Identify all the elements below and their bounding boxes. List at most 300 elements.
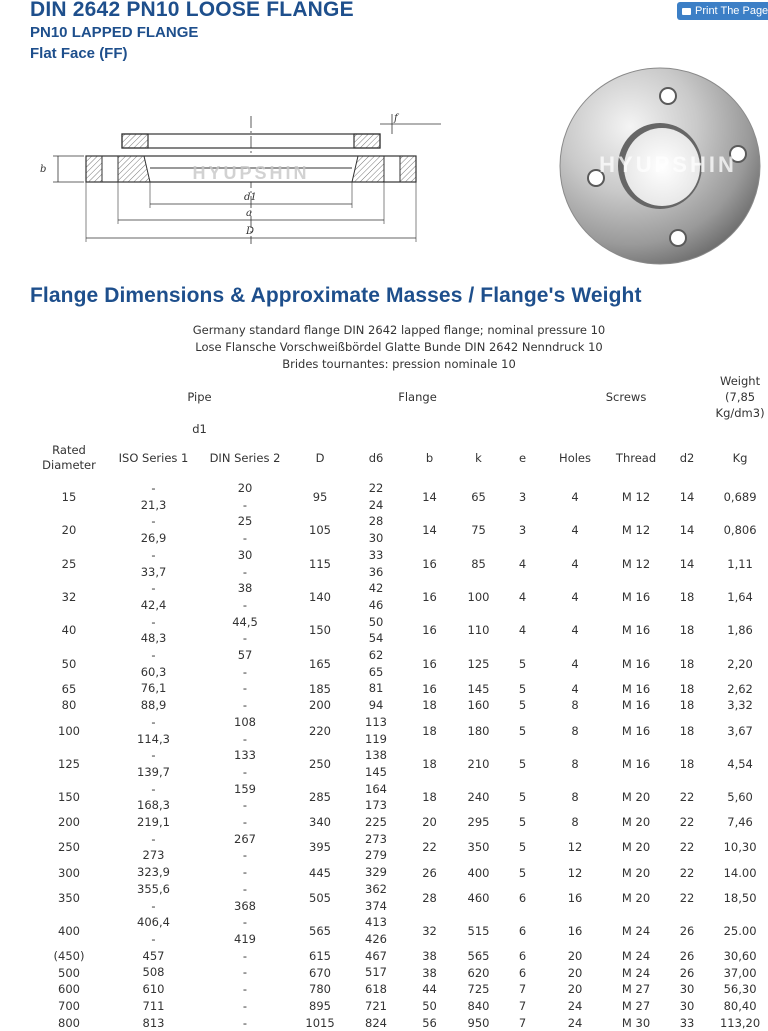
cell-d6-line: 426 — [349, 931, 403, 948]
cell-b: 38 — [403, 964, 456, 981]
cell-k: 400 — [456, 864, 501, 881]
cell-thread: M 16 — [606, 647, 666, 680]
cell-d6-line: 42 — [349, 580, 403, 597]
cell-d6 — [349, 964, 403, 981]
cell-b: 56 — [403, 1015, 456, 1031]
cell-rated: 80 — [30, 697, 108, 714]
cell-e: 6 — [501, 964, 544, 981]
cell-d6-line: 273 — [349, 831, 403, 848]
cell-b: 14 — [403, 513, 456, 546]
cell-kg: 1,86 — [708, 614, 768, 647]
col-d6: d6 — [349, 436, 403, 480]
cell-din — [199, 864, 291, 881]
col-b: b — [403, 436, 456, 480]
cell-holes: 20 — [544, 948, 606, 965]
cell-iso-line: - — [108, 647, 199, 664]
cell-kg: 3,67 — [708, 714, 768, 747]
cell-d6-line: 467 — [349, 948, 403, 965]
cell-d6 — [349, 998, 403, 1015]
cell-din-line: 159 — [199, 781, 291, 798]
cell-thread: M 16 — [606, 580, 666, 613]
group-pipe: Pipe — [108, 372, 291, 422]
print-page-label: Print The Page — [695, 5, 768, 17]
table-row — [30, 714, 768, 747]
cell-D: 445 — [291, 864, 349, 881]
cell-din-line: - — [199, 497, 291, 514]
cell-D: 115 — [291, 547, 349, 580]
cell-d2: 14 — [666, 547, 708, 580]
cell-iso — [108, 964, 199, 981]
cell-din-line: - — [199, 998, 291, 1015]
cell-kg: 18,50 — [708, 881, 768, 914]
cell-din-line: - — [199, 564, 291, 581]
cell-d2: 18 — [666, 647, 708, 680]
cell-din — [199, 948, 291, 965]
col-iso: ISO Series 1 — [108, 436, 199, 480]
cell-k: 145 — [456, 680, 501, 697]
table-row — [30, 981, 768, 998]
cell-din — [199, 697, 291, 714]
table-row — [30, 881, 768, 914]
cell-iso-line: 355,6 — [108, 881, 199, 898]
cell-d6-line: 81 — [349, 680, 403, 697]
cell-kg: 10,30 — [708, 831, 768, 864]
cell-b: 16 — [403, 580, 456, 613]
cell-thread: M 24 — [606, 964, 666, 981]
cell-e: 5 — [501, 814, 544, 831]
cell-d6 — [349, 814, 403, 831]
table-row — [30, 1015, 768, 1031]
cell-d2: 22 — [666, 881, 708, 914]
group-screws: Screws — [544, 372, 708, 422]
cell-thread: M 20 — [606, 864, 666, 881]
cell-thread: M 12 — [606, 547, 666, 580]
empty-cell — [291, 422, 768, 436]
cell-rated: (450) — [30, 948, 108, 965]
cell-k: 350 — [456, 831, 501, 864]
page-title: DIN 2642 PN10 LOOSE FLANGE — [30, 0, 354, 22]
cell-din — [199, 614, 291, 647]
cell-thread: M 24 — [606, 914, 666, 947]
cell-thread: M 16 — [606, 697, 666, 714]
cell-holes: 12 — [544, 864, 606, 881]
cell-holes: 4 — [544, 480, 606, 513]
cell-d6-line: 721 — [349, 998, 403, 1015]
cell-holes: 4 — [544, 614, 606, 647]
cell-d2: 18 — [666, 580, 708, 613]
cell-b: 16 — [403, 647, 456, 680]
cell-b: 44 — [403, 981, 456, 998]
cell-d6-line: 145 — [349, 764, 403, 781]
cell-thread: M 30 — [606, 1015, 666, 1031]
table-row — [30, 864, 768, 881]
cell-rated: 32 — [30, 580, 108, 613]
col-thread: Thread — [606, 436, 666, 480]
cell-holes: 4 — [544, 647, 606, 680]
intro-line-de: Lose Flansche Vorschweißbördel Glatte Bunde DIN 2642 Nenndruck 10 — [0, 339, 768, 356]
cell-d6 — [349, 781, 403, 814]
table-row — [30, 580, 768, 613]
cell-k: 240 — [456, 781, 501, 814]
cell-kg: 2,20 — [708, 647, 768, 680]
cell-rated: 200 — [30, 814, 108, 831]
cell-iso-line: - — [108, 614, 199, 631]
cell-d2: 26 — [666, 948, 708, 965]
cell-iso-line: - — [108, 513, 199, 530]
cell-d6 — [349, 580, 403, 613]
table-row — [30, 513, 768, 546]
cell-d2: 30 — [666, 981, 708, 998]
cell-din — [199, 547, 291, 580]
cell-d6-line: 33 — [349, 547, 403, 564]
cell-e: 5 — [501, 647, 544, 680]
cell-kg: 7,46 — [708, 814, 768, 831]
drawing-watermark: HYUPSHIN — [192, 163, 309, 183]
cell-D: 250 — [291, 747, 349, 780]
cell-k: 950 — [456, 1015, 501, 1031]
label-f: f — [393, 113, 400, 124]
cell-iso-line: 406,4 — [108, 914, 199, 931]
cell-d2: 14 — [666, 513, 708, 546]
cell-d6-line: 119 — [349, 731, 403, 748]
cell-din-line: - — [199, 948, 291, 965]
cell-rated: 250 — [30, 831, 108, 864]
col-D: D — [291, 436, 349, 480]
cell-iso-line: 168,3 — [108, 797, 199, 814]
cell-din-line: 30 — [199, 547, 291, 564]
cell-d2: 22 — [666, 864, 708, 881]
d1-label: d1 — [108, 422, 291, 436]
cell-d6 — [349, 647, 403, 680]
cell-iso — [108, 781, 199, 814]
cell-iso — [108, 614, 199, 647]
cell-d6-line: 329 — [349, 864, 403, 881]
cell-k: 65 — [456, 480, 501, 513]
cell-iso-line: 273 — [108, 847, 199, 864]
cell-iso — [108, 647, 199, 680]
cell-din-line: - — [199, 864, 291, 881]
cell-din-line: - — [199, 597, 291, 614]
cell-D: 505 — [291, 881, 349, 914]
cell-d6-line: 164 — [349, 781, 403, 798]
table-row — [30, 480, 768, 513]
empty-cell — [30, 372, 108, 422]
group-weight: Weight (7,85 Kg/dm3) — [708, 372, 768, 422]
cell-d6 — [349, 547, 403, 580]
cell-b: 38 — [403, 948, 456, 965]
cell-d6-line: 362 — [349, 881, 403, 898]
cell-d6 — [349, 948, 403, 965]
cell-thread: M 16 — [606, 747, 666, 780]
col-din: DIN Series 2 — [199, 436, 291, 480]
cell-k: 620 — [456, 964, 501, 981]
cell-e: 6 — [501, 881, 544, 914]
cell-d2: 18 — [666, 697, 708, 714]
cell-kg: 30,60 — [708, 948, 768, 965]
cell-holes: 16 — [544, 914, 606, 947]
label-d1: d1 — [244, 192, 257, 203]
cell-din-line: 44,5 — [199, 614, 291, 631]
cell-rated: 700 — [30, 998, 108, 1015]
cell-D: 670 — [291, 964, 349, 981]
cell-thread: M 12 — [606, 480, 666, 513]
cell-k: 295 — [456, 814, 501, 831]
cell-d2: 18 — [666, 614, 708, 647]
cell-e: 6 — [501, 948, 544, 965]
cell-iso — [108, 547, 199, 580]
cell-thread: M 20 — [606, 831, 666, 864]
cell-d6 — [349, 981, 403, 998]
cell-din — [199, 831, 291, 864]
cell-iso-line: - — [108, 547, 199, 564]
intro-text — [0, 322, 768, 373]
cell-iso-line: 610 — [108, 981, 199, 998]
cell-iso-line: 508 — [108, 964, 199, 981]
cell-rated: 50 — [30, 647, 108, 680]
cell-iso-line: - — [108, 580, 199, 597]
table-row — [30, 998, 768, 1015]
cell-iso-line: 711 — [108, 998, 199, 1015]
cell-D: 615 — [291, 948, 349, 965]
cell-din — [199, 747, 291, 780]
cell-din — [199, 647, 291, 680]
cell-d6 — [349, 747, 403, 780]
cell-d6-line: 138 — [349, 747, 403, 764]
cell-D: 780 — [291, 981, 349, 998]
cell-iso-line: 813 — [108, 1015, 199, 1031]
cell-d6-line: 46 — [349, 597, 403, 614]
cell-thread: M 20 — [606, 881, 666, 914]
cell-k: 725 — [456, 981, 501, 998]
cell-e: 5 — [501, 680, 544, 697]
cell-d6-line: 413 — [349, 914, 403, 931]
table-row — [30, 914, 768, 947]
cell-din — [199, 981, 291, 998]
cell-k: 180 — [456, 714, 501, 747]
cell-e: 5 — [501, 781, 544, 814]
cell-iso-line: - — [108, 781, 199, 798]
cell-b: 18 — [403, 781, 456, 814]
table-row — [30, 964, 768, 981]
cell-d6-line: 113 — [349, 714, 403, 731]
intro-line-de-en: Germany standard flange DIN 2642 lapped flange; nominal pressure 10 — [0, 322, 768, 339]
cell-din-line: - — [199, 530, 291, 547]
cell-d6-line: 225 — [349, 814, 403, 831]
col-kg: Kg — [708, 436, 768, 480]
cell-e: 7 — [501, 998, 544, 1015]
cell-iso — [108, 580, 199, 613]
cell-iso-line: 139,7 — [108, 764, 199, 781]
cell-d6-line: 54 — [349, 630, 403, 647]
cell-iso — [108, 981, 199, 998]
cell-kg: 4,54 — [708, 747, 768, 780]
cell-kg: 1,64 — [708, 580, 768, 613]
cell-rated: 15 — [30, 480, 108, 513]
cell-din-line: 267 — [199, 831, 291, 848]
cell-D: 565 — [291, 914, 349, 947]
page-subtitle: PN10 LAPPED FLANGE — [30, 24, 198, 41]
cell-iso — [108, 914, 199, 947]
cell-din-line: - — [199, 964, 291, 981]
cell-e: 3 — [501, 513, 544, 546]
cell-d6 — [349, 680, 403, 697]
cell-kg: 14.00 — [708, 864, 768, 881]
table-row — [30, 647, 768, 680]
cell-din-line: 108 — [199, 714, 291, 731]
label-D: D — [245, 226, 254, 237]
cell-rated: 65 — [30, 680, 108, 697]
cell-d2: 14 — [666, 480, 708, 513]
cell-e: 4 — [501, 614, 544, 647]
cell-iso-line: 42,4 — [108, 597, 199, 614]
cell-iso-line: 76,1 — [108, 680, 199, 697]
cell-k: 85 — [456, 547, 501, 580]
cell-din-line: 25 — [199, 513, 291, 530]
cell-D: 220 — [291, 714, 349, 747]
cell-d2: 22 — [666, 781, 708, 814]
cell-thread: M 16 — [606, 680, 666, 697]
empty-cell — [30, 422, 108, 436]
cell-iso-line: - — [108, 714, 199, 731]
cell-holes: 24 — [544, 1015, 606, 1031]
cell-din-line: 38 — [199, 580, 291, 597]
cell-thread: M 16 — [606, 714, 666, 747]
flange-photo — [548, 66, 768, 266]
cell-b: 18 — [403, 747, 456, 780]
cell-holes: 16 — [544, 881, 606, 914]
table-row — [30, 680, 768, 697]
cell-kg: 0,806 — [708, 513, 768, 546]
cell-D: 185 — [291, 680, 349, 697]
cell-e: 4 — [501, 580, 544, 613]
cell-din — [199, 1015, 291, 1031]
cell-d6 — [349, 513, 403, 546]
cell-din-line: - — [199, 697, 291, 714]
cell-D: 895 — [291, 998, 349, 1015]
dimensions-table — [30, 372, 768, 1031]
cell-kg: 37,00 — [708, 964, 768, 981]
cell-din-line: 133 — [199, 747, 291, 764]
cell-iso-line: 323,9 — [108, 864, 199, 881]
cell-d6-line: 94 — [349, 697, 403, 714]
cell-kg: 80,40 — [708, 998, 768, 1015]
section-title: Flange Dimensions & Approximate Masses / Flange's Weight — [30, 284, 642, 308]
cell-e: 7 — [501, 1015, 544, 1031]
cell-iso-line: - — [108, 480, 199, 497]
print-page-button[interactable] — [677, 2, 768, 20]
cell-rated: 800 — [30, 1015, 108, 1031]
cell-iso-line: - — [108, 747, 199, 764]
cell-D: 165 — [291, 647, 349, 680]
cell-iso — [108, 831, 199, 864]
col-k: k — [456, 436, 501, 480]
cell-rated: 500 — [30, 964, 108, 981]
cell-din-line: - — [199, 1015, 291, 1031]
cell-k: 160 — [456, 697, 501, 714]
cell-d6-line: 24 — [349, 497, 403, 514]
cell-rated: 125 — [30, 747, 108, 780]
cell-kg: 3,32 — [708, 697, 768, 714]
cell-D: 285 — [291, 781, 349, 814]
cell-kg: 0,689 — [708, 480, 768, 513]
cell-iso-line: - — [108, 831, 199, 848]
cell-iso-line: 457 — [108, 948, 199, 965]
cell-thread: M 12 — [606, 513, 666, 546]
cell-iso-line: 21,3 — [108, 497, 199, 514]
cell-din — [199, 998, 291, 1015]
cell-D: 340 — [291, 814, 349, 831]
cell-iso-line: 219,1 — [108, 814, 199, 831]
cell-kg: 25.00 — [708, 914, 768, 947]
cell-k: 210 — [456, 747, 501, 780]
cell-d2: 30 — [666, 998, 708, 1015]
cell-din — [199, 714, 291, 747]
cell-din-line: 368 — [199, 898, 291, 915]
cell-D: 105 — [291, 513, 349, 546]
cell-e: 5 — [501, 831, 544, 864]
cell-din-line: - — [199, 731, 291, 748]
cell-d6-line: 279 — [349, 847, 403, 864]
cell-holes: 8 — [544, 814, 606, 831]
cell-b: 18 — [403, 697, 456, 714]
cell-b: 20 — [403, 814, 456, 831]
cell-k: 565 — [456, 948, 501, 965]
cell-iso-line: 114,3 — [108, 731, 199, 748]
cell-thread: M 24 — [606, 948, 666, 965]
cell-iso — [108, 513, 199, 546]
cell-kg: 113,20 — [708, 1015, 768, 1031]
cell-holes: 8 — [544, 697, 606, 714]
cell-thread: M 27 — [606, 981, 666, 998]
cell-din-line: - — [199, 664, 291, 681]
cell-thread: M 16 — [606, 614, 666, 647]
cell-holes: 4 — [544, 680, 606, 697]
cell-k: 110 — [456, 614, 501, 647]
cell-rated: 40 — [30, 614, 108, 647]
cell-iso-line: 26,9 — [108, 530, 199, 547]
cell-din — [199, 580, 291, 613]
cell-din-line: - — [199, 847, 291, 864]
cell-kg: 2,62 — [708, 680, 768, 697]
cell-holes: 4 — [544, 580, 606, 613]
cell-d6 — [349, 697, 403, 714]
cell-d6 — [349, 714, 403, 747]
cell-iso — [108, 714, 199, 747]
cell-rated: 20 — [30, 513, 108, 546]
cell-d6-line: 517 — [349, 964, 403, 981]
cell-rated: 100 — [30, 714, 108, 747]
cell-iso — [108, 948, 199, 965]
table-row — [30, 697, 768, 714]
cell-d2: 22 — [666, 831, 708, 864]
cell-e: 5 — [501, 714, 544, 747]
cell-b: 16 — [403, 547, 456, 580]
cell-d6-line: 618 — [349, 981, 403, 998]
cell-iso-line: 60,3 — [108, 664, 199, 681]
cell-thread: M 27 — [606, 998, 666, 1015]
cell-d6-line: 28 — [349, 513, 403, 530]
cell-iso — [108, 814, 199, 831]
table-row — [30, 831, 768, 864]
cell-d6-line: 50 — [349, 614, 403, 631]
cell-din-line: 57 — [199, 647, 291, 664]
cell-iso-line: 33,7 — [108, 564, 199, 581]
cell-kg: 1,11 — [708, 547, 768, 580]
cell-din-line: - — [199, 981, 291, 998]
cell-e: 3 — [501, 480, 544, 513]
cell-kg: 56,30 — [708, 981, 768, 998]
cell-din — [199, 781, 291, 814]
